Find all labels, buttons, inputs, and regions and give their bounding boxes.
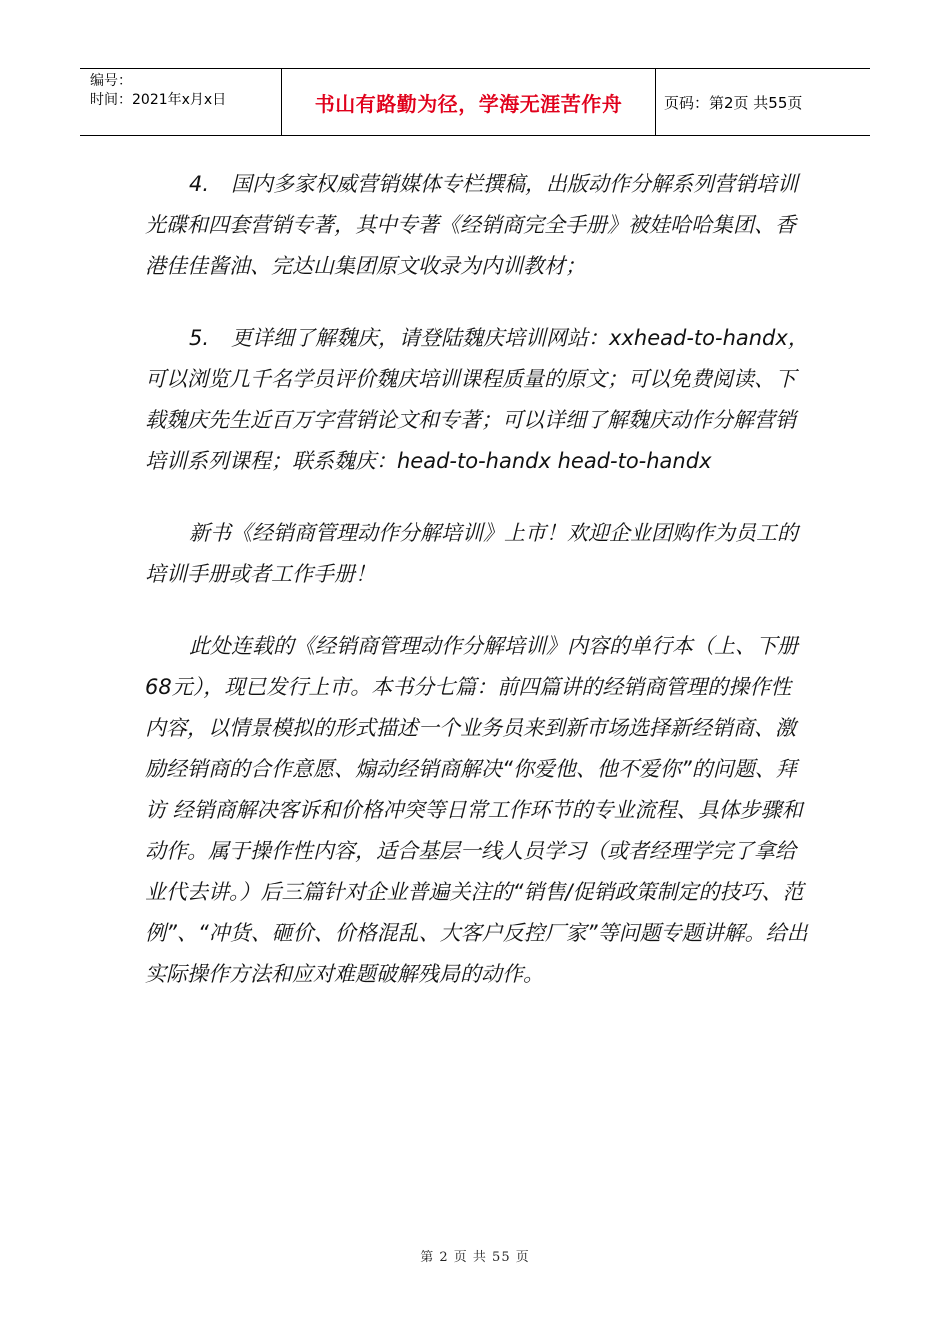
paragraph-text: 国内多家权威营销媒体专栏撰稿，出版动作分解系列营销培训光碟和四套营销专著，其中专著《经销商完全手册》被娃哈哈集团、香港佳佳酱油、完达山集团原文收录为内训教材； bbox=[145, 172, 799, 278]
paragraph-number: 4. bbox=[189, 172, 210, 196]
page-header bbox=[80, 68, 870, 136]
paragraph-text: 新书《经销商管理动作分解培训》上市！欢迎企业团购作为员工的培训手册或者工作手册！ bbox=[145, 521, 798, 586]
paragraph-4 bbox=[145, 164, 810, 287]
document-body bbox=[145, 164, 810, 1026]
header-page-info: 页码：第2页 共55页 bbox=[664, 93, 803, 112]
page-footer: 第 2 页 共 55 页 bbox=[420, 1250, 530, 1265]
doc-time-label: 时间：2021年x月x日 bbox=[90, 92, 227, 108]
paragraph-text: 更详细了解魏庆，请登陆魏庆培训网站：xxhead-to-handx，可以浏览几千名学员评价魏庆培训课程质量的原文；可以免费阅读、下载魏庆先生近百万字营销论文和专著；可以详细了解魏庆动作分解营销培训系列课程；联系魏庆：head-to-handx head-to-handx bbox=[145, 326, 809, 473]
paragraph-number: 5. bbox=[189, 326, 210, 350]
paragraph-new-book bbox=[145, 513, 810, 595]
paragraph-text: 此处连载的《经销商管理动作分解培训》内容的单行本（上、下册68元），现已发行上市。本书分七篇：前四篇讲的经销商管理的操作性内容，以情景模拟的形式描述一个业务员来到新市场选择新经销商、激励经销商的合作意愿、煽动经销商解决“你爱他、他不爱你”的问题、拜访 经销商解决客诉和价格冲突等日常工作环节的专业流程、具体步骤和动作。属于操作性内容，适合基层一线人员学习（或者经理学完了拿给业代去讲。）后三篇针对企业普遍关注的“销售/促销政策制定的技巧、范例”、“冲货、砸价、价格混乱、大客户反控厂家”等问题专题讲解。给出实际操作方法和应对难题破解残局的动作。 bbox=[145, 634, 808, 986]
header-slogan: 书山有路勤为径，学海无涯苦作舟 bbox=[282, 69, 656, 135]
doc-number-label: 编号： bbox=[90, 73, 132, 89]
paragraph-5 bbox=[145, 318, 810, 482]
paragraph-serial bbox=[145, 626, 810, 995]
header-meta bbox=[80, 69, 282, 135]
